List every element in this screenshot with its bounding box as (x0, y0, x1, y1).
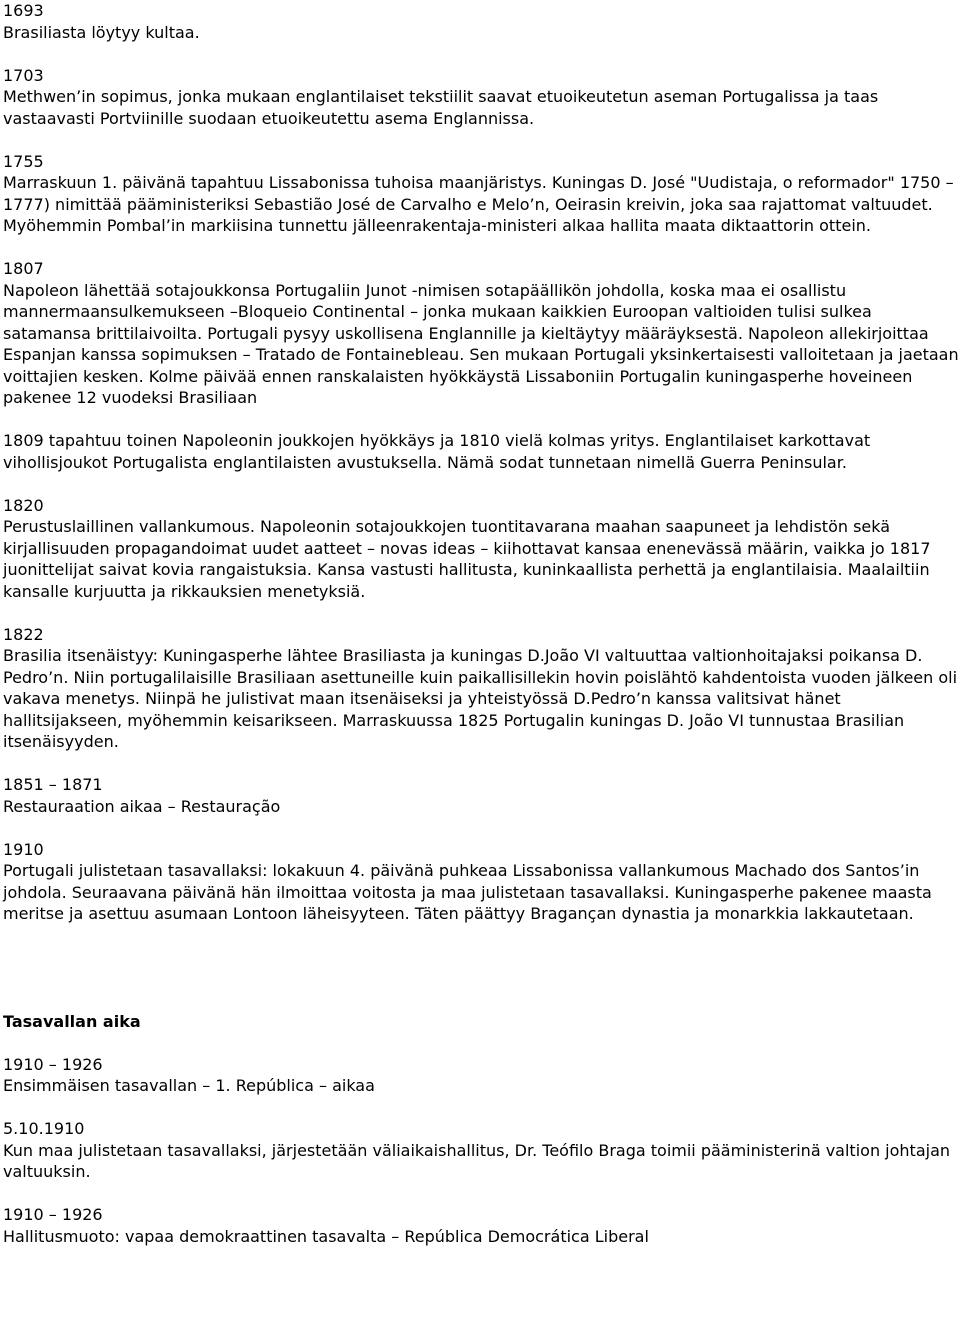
timeline-entry-1755 (3, 151, 960, 237)
entry-text: Methwen’in sopimus, jonka mukaan englantilaiset tekstiilit saavat etuoikeutetun aseman Portugalissa ja taas vastaavasti Portviinille suodaan etuoikeutettu asema Englannissa. (3, 87, 879, 128)
entry-year: 5.10.1910 (3, 1119, 85, 1138)
entry-year: 1693 (3, 1, 44, 20)
entry-text: Restauraation aikaa – Restauração (3, 796, 281, 816)
entry-year: 1910 (3, 839, 44, 859)
entry-text: Brasiliasta löytyy kultaa. (3, 22, 200, 42)
entry-year: 1820 (3, 495, 44, 515)
entry-year: 1822 (3, 624, 44, 644)
timeline-entry-1910 (3, 839, 960, 925)
section-entry-5-10-1910 (3, 1118, 960, 1183)
timeline-entry-1703 (3, 65, 960, 130)
timeline-entry-1822 (3, 624, 960, 753)
entry-text: Portugali julistetaan tasavallaksi: lokakuun 4. päivänä puhkeaa Lissabonissa vallankumous Machado dos Santos’in johdola. Seuraavana päivänä hän ilmoittaa voitosta ja maa julistetaan tasavallaksi. Kuningasperhe pakenee maasta meritse ja asettuu asumaan Lontoon läheisyyteen. Täten päättyy Bragançan dynastia ja monarkkia lakkautetaan. (3, 861, 932, 923)
entry-year: 1755 (3, 151, 44, 171)
section-heading: Tasavallan aika (3, 1011, 141, 1031)
section-entry-1910-1926-government (3, 1204, 960, 1247)
entry-text: Brasilia itsenäistyy: Kuningasperhe lähtee Brasiliasta ja kuningas D.João VI valtuuttaa valtionhoitajaksi poikansa D. Pedro’n. Niin portugalilaisille Brasiliaan asettuneille kuin paikallisillekin hovin poislähtö kahdentoista vuoden jälkeen oli vakava menetys. Niinpä he julistivat maan itsenäiseksi ja yhteistyössä D.Pedro’n kanssa valitsivat hänet hallitsijakseen, myöhemmin keisarikseen. Marraskuussa 1825 Portugalin kuningas D. João VI tunnustaa Brasilian itsenäisyyden. (3, 646, 958, 751)
timeline-entry-1807 (3, 258, 960, 409)
entry-text: Marraskuun 1. päivänä tapahtuu Lissabonissa tuhoisa maanjäristys. Kuningas D. José "Uudistaja, o reformador" 1750 – 1777) nimittää pääministeriksi Sebastião José de Carvalho e Melo’n, Oeirasin kreivin, joka saa rajattomat valtuudet. Myöhemmin Pombal’in markiisina tunnettu jälleenrakentaja-ministeri alkaa hallita maata diktaattorin ottein. (3, 173, 954, 235)
section-entry-1910-1926 (3, 1054, 960, 1097)
entry-text: Kun maa julistetaan tasavallaksi, järjestetään väliaikaishallitus, Dr. Teófilo Braga toimii pääministerinä valtion johtajan valtuuksin. (3, 1140, 951, 1181)
entry-text: Ensimmäisen tasavallan – 1. República – aikaa (3, 1076, 375, 1095)
entry-year: 1807 (3, 259, 44, 278)
entry-text: Napoleon lähettää sotajoukkonsa Portugaliin Junot -nimisen sotapäällikön johdolla, koska maa ei osallistu mannermaansulkemukseen –Bloqueio Continental – jonka mukaan kaikkien Euroopan valtioiden tulisi sulkea satamansa brittilaivoilta. Portugali pysyy uskollisena Englannille ja kieltäytyy määräyksestä. Napoleon allekirjoittaa Espanjan kanssa sopimuksen – Tratado de Fontainebleau. Sen mukaan Portugali yksinkertaisesti valloitetaan ja jaetaan voittajien kesken. Kolme päivää ennen ranskalaisten hyökkäystä Lissaboniin Portugalin kuningasperhe hoveineen pakenee 12 vuodeksi Brasiliaan (3, 280, 959, 407)
entry-year: 1910 – 1926 (3, 1054, 103, 1074)
entry-text: Hallitusmuoto: vapaa demokraattinen tasavalta – República Democrática Liberal (3, 1226, 649, 1246)
timeline-entry-1809 (3, 430, 960, 473)
entry-text: Perustuslaillinen vallankumous. Napoleonin sotajoukkojen tuontitavarana maahan saapuneet ja lehdistön sekä kirjallisuuden propagandoimat uudet aatteet – novas ideas – kiihottavat kansaa enenevässä määrin, vaikka jo 1817 juonittelijat saivat kovia rangaistuksia. Kansa vastusti hallitusta, kuninkaallista perhettä ja englantilaisia. Maalailtiin kansalle kurjuutta ja rikkauksien menetyksiä. (3, 517, 931, 601)
timeline-entry-1851 (3, 774, 960, 817)
timeline-entry-1693 (3, 0, 960, 43)
entry-year: 1703 (3, 65, 44, 85)
entry-year: 1851 – 1871 (3, 775, 103, 794)
timeline-entry-1820 (3, 495, 960, 603)
entry-year: 1910 – 1926 (3, 1205, 103, 1224)
entry-text: 1809 tapahtuu toinen Napoleonin joukkojen hyökkäys ja 1810 vielä kolmas yritys. Englantilaiset karkottavat vihollisjoukot Portugalista englantilaisten avustuksella. Nämä sodat tunnetaan nimellä Guerra Peninsular. (3, 431, 871, 472)
